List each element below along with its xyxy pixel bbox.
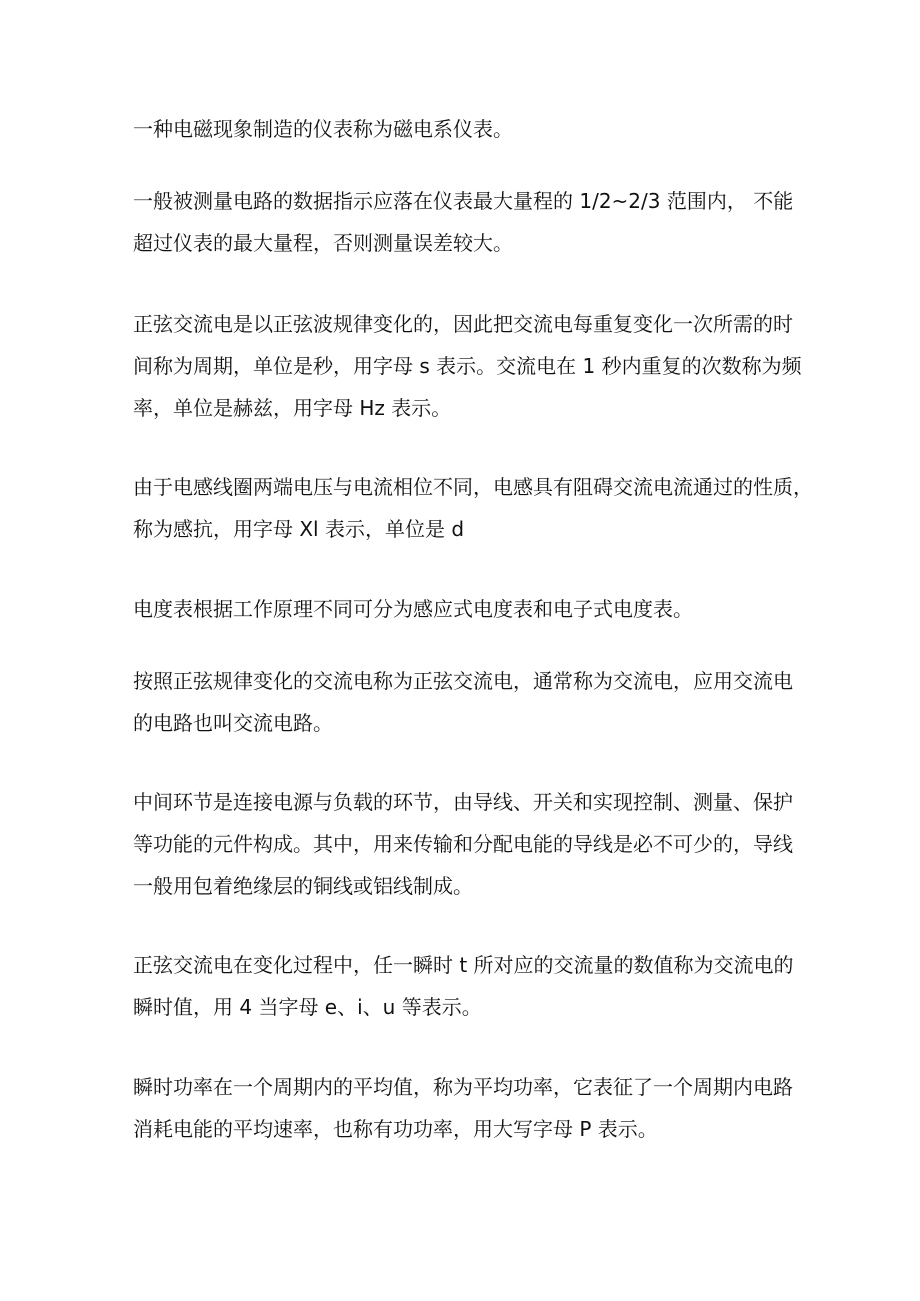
paragraph-line: 正弦交流电在变化过程中，任一瞬时 t 所对应的交流量的数值称为交流电的 [133,953,794,977]
paragraph-line: 等功能的元件构成。其中，用来传输和分配电能的导线是必不可少的，导线 [133,832,793,856]
paragraph-1 [133,108,803,150]
paragraph-3 [133,303,803,429]
paragraph-6 [133,660,803,744]
paragraph-9 [133,1066,803,1150]
paragraph-line: 间称为周期，单位是秒，用字母 s 表示。交流电在 1 秒内重复的次数称为频 [133,354,802,378]
paragraph-5 [133,588,803,630]
paragraph-line: 消耗电能的平均速率，也称有功功率，用大写字母 P 表示。 [133,1117,658,1141]
paragraph-line: 的电路也叫交流电路。 [133,711,333,735]
paragraph-line: 一般被测量电路的数据指示应落在仪表最大量程的 1/2~2/3 范围内， 不能 [133,189,794,213]
paragraph-4 [133,466,813,550]
paragraph-7 [133,781,803,907]
paragraph-line: 瞬时功率在一个周期内的平均值，称为平均功率，它表征了一个周期内电路 [133,1075,793,1099]
paragraph-line: 由于电感线圈两端电压与电流相位不同，电感具有阻碍交流电流通过的性质， [133,475,813,499]
paragraph-line: 率，单位是赫兹，用字母 Hz 表示。 [133,396,452,420]
paragraph-line: 称为感抗，用字母 Xl 表示，单位是 d [133,517,465,541]
paragraph-line: 一种电磁现象制造的仪表称为磁电系仪表。 [133,117,513,141]
paragraph-line: 正弦交流电是以正弦波规律变化的，因此把交流电每重复变化一次所需的时 [133,312,793,336]
paragraph-line: 按照正弦规律变化的交流电称为正弦交流电，通常称为交流电，应用交流电 [133,669,793,693]
paragraph-line: 瞬时值，用 4 当字母 e、i、u 等表示。 [133,995,482,1019]
paragraph-8 [133,944,803,1028]
paragraph-2 [133,180,803,264]
paragraph-line: 一般用包着绝缘层的铜线或铝线制成。 [133,874,473,898]
paragraph-line: 超过仪表的最大量程，否则测量误差较大。 [133,231,513,255]
paragraph-line: 电度表根据工作原理不同可分为感应式电度表和电子式电度表。 [133,597,693,621]
paragraph-line: 中间环节是连接电源与负载的环节，由导线、开关和实现控制、测量、保护 [133,790,793,814]
